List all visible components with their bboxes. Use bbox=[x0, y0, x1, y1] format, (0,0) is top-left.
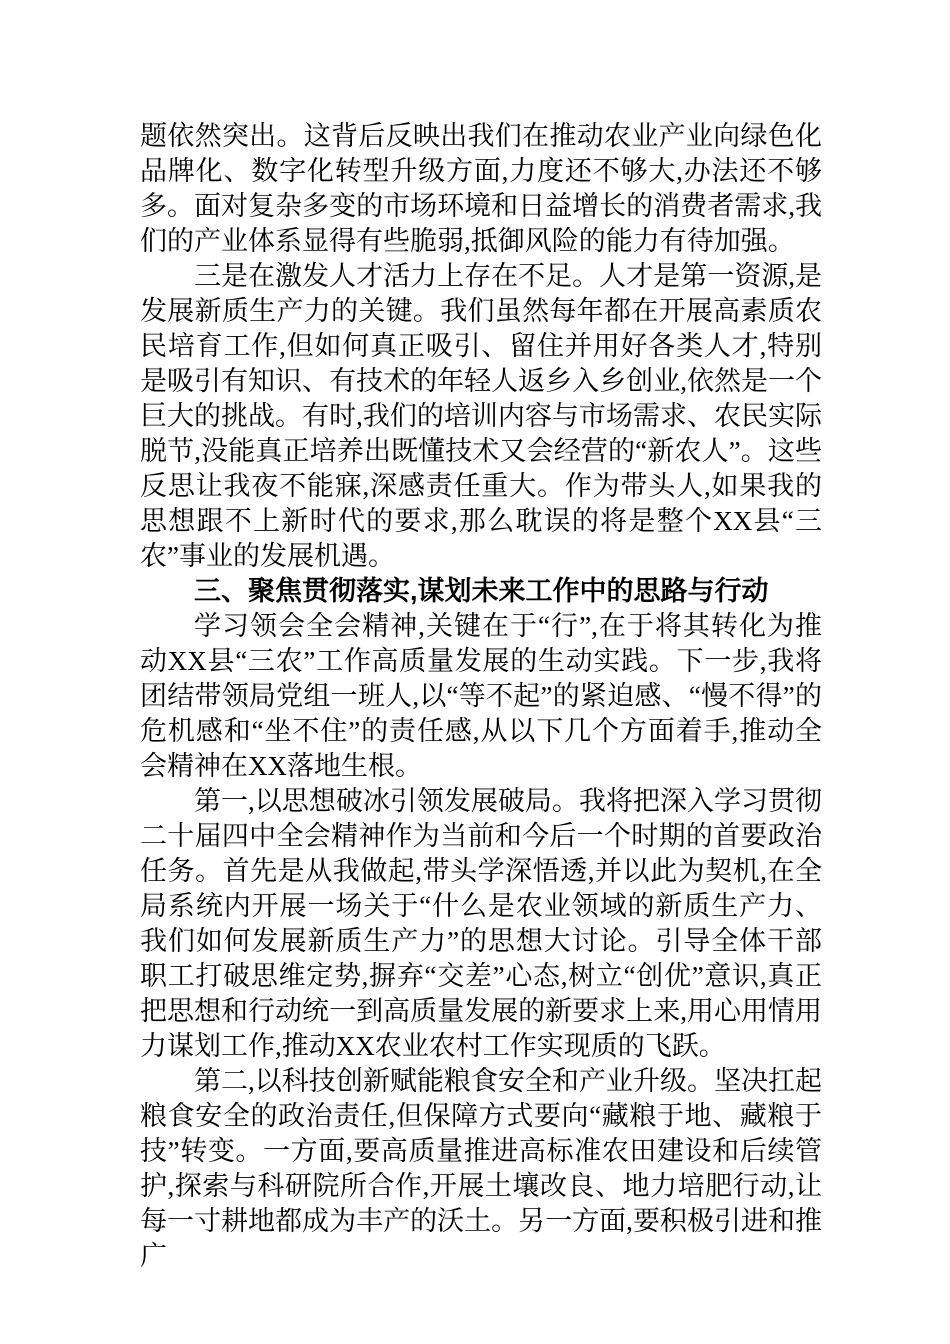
document-text-block bbox=[140, 119, 822, 1274]
paragraph-first-point: 第一,以思想破冰引领发展破局。我将把深入学习贯彻二十届四中全会精神作为当前和今后一个时期的首要政治任务。首先是从我做起,带头学深悟透,并以此为契机,在全局系统内开展一场关于“什么是农业领域的新质生产力、我们如何发展新质生产力”的思想大讨论。引导全体干部职工打破思维定势,摒弃“交差”心态,树立“创优”意识,真正把思想和行动统一到高质量发展的新要求上来,用心用情用力谋划工作,推动XX农业农村工作实现质的飞跃。 bbox=[140, 786, 822, 1061]
paragraph-talent-shortcoming: 三是在激发人才活力上存在不足。人才是第一资源,是发展新质生产力的关键。我们虽然每年都在开展高素质农民培育工作,但如何真正吸引、留住并用好各类人才,特别是吸引有知识、有技术的年轻人返乡入乡创业,依然是一个巨大的挑战。有时,我们的培训内容与市场需求、农民实际脱节,没能真正培养出既懂技术又会经营的“新农人”。这些反思让我夜不能寐,深感责任重大。作为带头人,如果我的思想跟不上新时代的要求,那么耽误的将是整个XX县“三农”事业的发展机遇。 bbox=[140, 261, 822, 571]
paragraph-continuation: 题依然突出。这背后反映出我们在推动农业产业向绿色化品牌化、数字化转型升级方面,力度还不够大,办法还不够多。面对复杂多变的市场环境和日益增长的消费者需求,我们的产业体系显得有些脆弱,抵御风险的能力有待加强。 bbox=[140, 121, 822, 256]
paragraph-overall-plan: 学习领会全会精神,关键在于“行”,在于将其转化为推动XX县“三农”工作高质量发展的生动实践。下一步,我将团结带领局党组一班人,以“等不起”的紧迫感、“慢不得”的危机感和“坐不住”的责任感,从以下几个方面着手,推动全会精神在XX落地生根。 bbox=[140, 611, 822, 781]
paragraph-second-point: 第二,以科技创新赋能粮食安全和产业升级。坚决扛起粮食安全的政治责任,但保障方式要向“藏粮于地、藏粮于技”转变。一方面,要高质量推进高标准农田建设和后续管护,探索与科研院所合作,开展土壤改良、地力培肥行动,让每一寸耕地都成为丰产的沃土。另一方面,要积极引进和推广 bbox=[140, 1066, 822, 1271]
section-heading-three: 三、聚焦贯彻落实,谋划未来工作中的思路与行动 bbox=[194, 576, 769, 606]
